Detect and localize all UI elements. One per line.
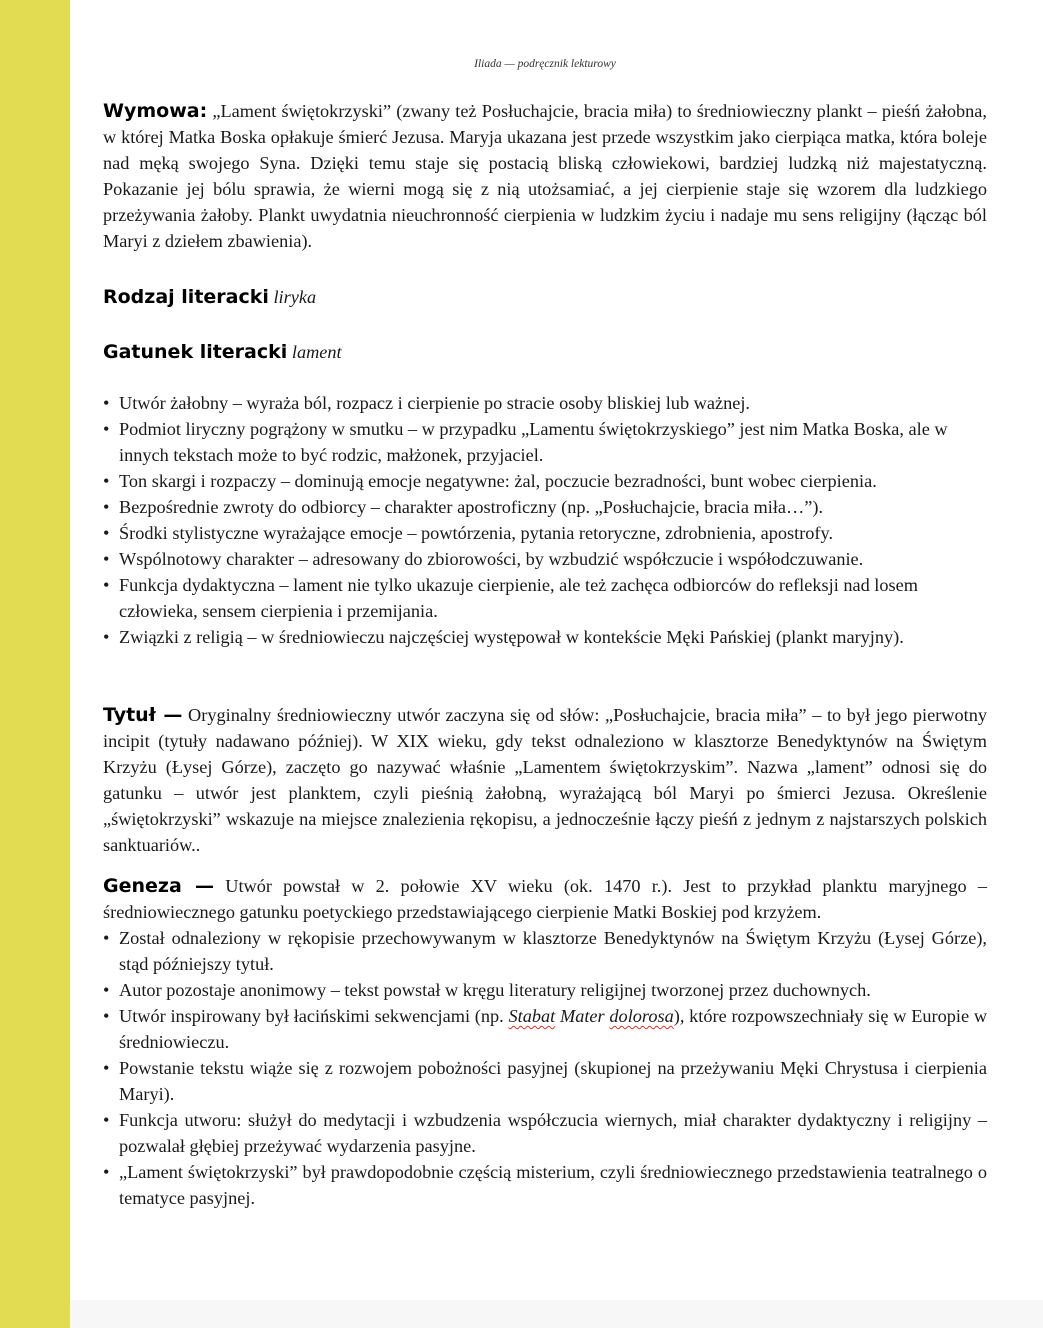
geneza-list [103, 925, 987, 1211]
list-item: • Związki z religią – w średniowieczu najczęściej występował w kontekście Męki Pańskiej (plankt maryjny). [103, 624, 987, 650]
bullet-text: ), które rozpowszechniały się w Europie w średniowieczu. [119, 1006, 988, 1052]
running-header: Iliada — podręcznik lekturowy [474, 58, 616, 70]
list-item: • Bezpośrednie zwroty do odbiorcy – charakter apostroficzny (np. „Posłuchajcie, bracia miła…”). [103, 494, 987, 520]
bullet-text: Utwór inspirowany był łacińskimi sekwencjami (np. [119, 1006, 509, 1026]
tytul-text: Oryginalny średniowieczny utwór zaczyna się od słów: „Posłuchajcie, bracia miła” – to był jego pierwotny incipit (tytuły nadawano później). W XIX wieku, gdy tekst odnaleziono w klasztorze Benedyktynów na Świętym Krzyżu (Łysej Górze), zaczęto go nazywać właśnie „Lamentem świętokrzyskim”. Nazwa „lament” odnosi się do gatunku – utwór jest planktem, czyli pieśnią żałobną, wyrażającą ból Maryi po śmierci Jezusa. Określenie „świętokrzyski” wskazuje na miejsce znalezienia rękopisu, a jednocześnie łączy pieśń z jednym z najstarszych polskich sanktuariów.. [103, 705, 987, 855]
latin-word: Mater [555, 1006, 610, 1026]
page-bottom-strip [70, 1300, 1043, 1328]
list-item: • Funkcja dydaktyczna – lament nie tylko ukazuje cierpienie, ale też zachęca odbiorców do refleksji nad losem człowieka, sensem cierpienia i przemijania. [103, 572, 987, 624]
list-item: • Został odnaleziony w rękopisie przechowywanym w klasztorze Benedyktynów na Świętym Krzyżu (Łysej Górze), stąd późniejszy tytuł. [103, 925, 987, 977]
latin-word: dolorosa [609, 1006, 674, 1026]
tytul-heading: Tytuł — [103, 704, 183, 726]
wymowa-heading: Wymowa: [103, 100, 208, 122]
list-item: • Wspólnotowy charakter – adresowany do zbiorowości, by wzbudzić współczucie i współodczuwanie. [103, 546, 987, 572]
geneza-intro [103, 873, 987, 925]
section-rodzaj [103, 284, 987, 310]
list-item: • Ton skargi i rozpaczy – dominują emocje negatywne: żal, poczucie bezradności, bunt wobec cierpienia. [103, 468, 987, 494]
list-item [103, 1003, 987, 1055]
list-item: • Podmiot liryczny pogrążony w smutku – w przypadku „Lamentu świętokrzyskiego” jest nim Matka Boska, ale w innych tekstach może to być rodzic, małżonek, przyjaciel. [103, 416, 987, 468]
rodzaj-value: liryka [273, 287, 317, 307]
margin-color-band [0, 0, 70, 1328]
wymowa-text: „Lament świętokrzyski” (zwany też Posłuchajcie, bracia miła) to średniowieczny plankt – pieśń żałobna, w której Matka Boska opłakuje śmierć Jezusa. Maryja ukazana jest przede wszystkim jako cierpiąca matka, która boleje nad męką swojego Syna. Dzięki temu staje się postacią bliską człowiekowi, bardziej ludzką niż majestatyczną. Pokazanie jej bólu sprawia, że wierni mogą się z nią utożsamiać, a jej cierpienie staje się wzorem dla ludzkiego przeżywania żałoby. Plankt uwydatnia nieuchronność cierpienia w ludzkim życiu i nadaje mu sens religijny (łącząc ból Maryi z dziełem zbawienia). [103, 101, 987, 251]
gatunek-features-list [103, 390, 987, 650]
gatunek-value: lament [291, 342, 342, 362]
list-item: • Powstanie tekstu wiąże się z rozwojem pobożności pasyjnej (skupionej na przeżywaniu Męki Chrystusa i cierpienia Maryi). [103, 1055, 987, 1107]
section-wymowa [103, 98, 987, 254]
gatunek-features-list-wrap [103, 390, 987, 650]
section-gatunek [103, 339, 987, 365]
list-item: • Utwór żałobny – wyraża ból, rozpacz i cierpienie po stracie osoby bliskiej lub ważnej. [103, 390, 987, 416]
section-tytul [103, 702, 987, 858]
section-geneza [103, 873, 987, 1211]
rodzaj-heading: Rodzaj literacki [103, 286, 269, 308]
list-item: • Funkcja utworu: służył do medytacji i wzbudzenia współczucia wiernych, miał charakter dydaktyczny i religijny – pozwalał głębiej przeżywać wydarzenia pasyjne. [103, 1107, 987, 1159]
list-item: • „Lament świętokrzyski” był prawdopodobnie częścią misterium, czyli średniowiecznego przedstawienia teatralnego o tematyce pasyjnej. [103, 1159, 987, 1211]
list-item: • Autor pozostaje anonimowy – tekst powstał w kręgu literatury religijnej tworzonej przez duchownych. [103, 977, 987, 1003]
geneza-text: Utwór powstał w 2. połowie XV wieku (ok. 1470 r.). Jest to przykład planktu maryjnego – średniowiecznego gatunku poetyckiego przedstawiającego cierpienie Matki Boskiej pod krzyżem. [103, 876, 988, 922]
latin-word: Stabat [508, 1006, 556, 1026]
geneza-heading: Geneza — [103, 875, 215, 897]
gatunek-heading: Gatunek literacki [103, 341, 288, 363]
list-item: • Środki stylistyczne wyrażające emocje – powtórzenia, pytania retoryczne, zdrobnienia, apostrofy. [103, 520, 987, 546]
